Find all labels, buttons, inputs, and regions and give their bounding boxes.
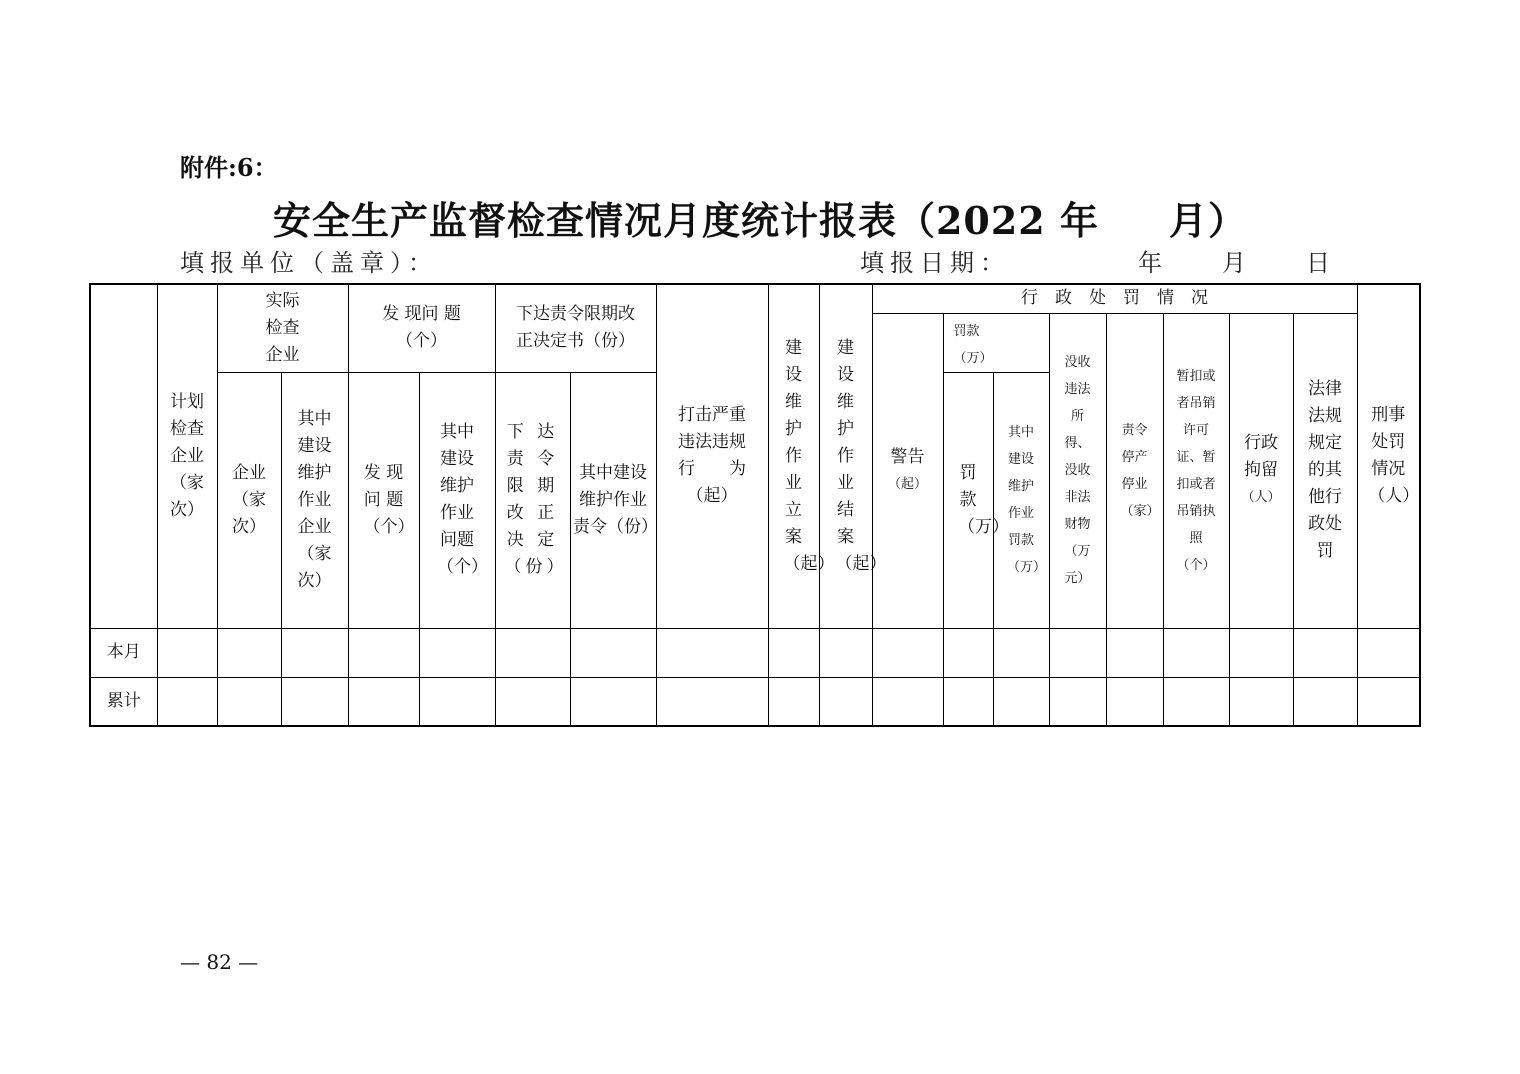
cell[interactable] [1229,677,1293,726]
statistics-table [89,283,1421,727]
cell[interactable] [1049,677,1106,726]
attachment-label: 附件:6： [180,153,278,182]
header-found-group: 发 现问 题（个） [348,284,495,372]
cell[interactable] [348,677,419,726]
header-other-penalty: 法律法规规定的其他行政处罚 [1293,313,1357,628]
header-revoke: 暂扣或者吊销许可证、暂扣或者吊销执照（个） [1163,313,1229,628]
cell[interactable] [157,628,217,677]
header-fine-total: 罚款（万） [943,372,993,628]
date-day: 日 [1306,249,1330,277]
cell[interactable] [656,677,768,726]
title-main: 安全生产监督检查情况月度统计报表（2022 年 [272,198,1099,243]
header-actual-maint: 其中建设维护作业企业（家次） [281,372,348,628]
cell[interactable] [1163,677,1229,726]
cell[interactable] [217,677,281,726]
cell[interactable] [1293,677,1357,726]
cell[interactable] [1229,628,1293,677]
cell[interactable] [281,628,348,677]
header-fine-group: 罚款（万） [943,313,1049,372]
cell[interactable] [768,628,819,677]
cell[interactable] [872,628,943,677]
cell[interactable] [768,677,819,726]
header-found-maint: 其中建设维护作业问题（个） [419,372,495,628]
cell[interactable] [1357,628,1420,677]
header-case-open: 建设维护作业立案（起） [768,284,819,628]
row-label-month: 本月 [90,628,157,677]
fill-unit-label: 填报单位（盖章）： [180,249,438,277]
cell[interactable] [1049,628,1106,677]
cell[interactable] [656,628,768,677]
row-label-cumulative: 累计 [90,677,157,726]
header-order-maint: 其中建设维护作业责令（份） [570,372,656,628]
header-plan: 计划检查企业（家次） [157,284,217,628]
header-order-group: 下达责令限期改正决定书（份） [495,284,656,372]
cell[interactable] [419,677,495,726]
cell[interactable] [1106,628,1163,677]
cell[interactable] [1293,628,1357,677]
cell[interactable] [495,677,570,726]
cell[interactable] [943,677,993,726]
header-suspend: 责令停产停业（家） [1106,313,1163,628]
cell[interactable] [1106,677,1163,726]
header-penalty-group: 行 政 处 罚 情 况 [872,284,1357,313]
cell[interactable] [943,628,993,677]
cell[interactable] [993,628,1049,677]
cell[interactable] [348,628,419,677]
cell[interactable] [495,628,570,677]
header-fine-maint: 其中建设维护作业罚款（万） [993,372,1049,628]
cell[interactable] [872,677,943,726]
date-year: 年 [1138,249,1162,277]
header-confiscate: 没收违法所得、没收非法财物（万元） [1049,313,1106,628]
cell[interactable] [993,677,1049,726]
header-criminal: 刑事处罚情况（人） [1357,284,1420,628]
page-title [0,190,1520,245]
cell[interactable] [570,677,656,726]
corner-cell [90,284,157,628]
header-detention: 行政拘留 （人） [1229,313,1293,628]
title-end: 月） [1168,198,1247,243]
header-actual-group: 实际检查企业 [217,284,348,372]
header-order-total: 下 达责 令限 期改 正决 定（份） [495,372,570,628]
cell[interactable] [1163,628,1229,677]
cell[interactable] [157,677,217,726]
date-month: 月 [1222,249,1246,277]
cell[interactable] [819,677,872,726]
page-number: — 82 — [180,950,259,974]
header-case-close: 建设维护作业结案（起） [819,284,872,628]
cell[interactable] [1357,677,1420,726]
fill-date-label: 填报日期： [860,249,1010,277]
cell[interactable] [570,628,656,677]
header-actual-enterprise: 企业（家次） [217,372,281,628]
header-found-total: 发 现问 题（个） [348,372,419,628]
cell[interactable] [419,628,495,677]
cell[interactable] [217,628,281,677]
header-crackdown: 打击严重违法违规行 为（起） [656,284,768,628]
cell[interactable] [819,628,872,677]
header-warning: 警告 （起） [872,313,943,628]
cell[interactable] [281,677,348,726]
